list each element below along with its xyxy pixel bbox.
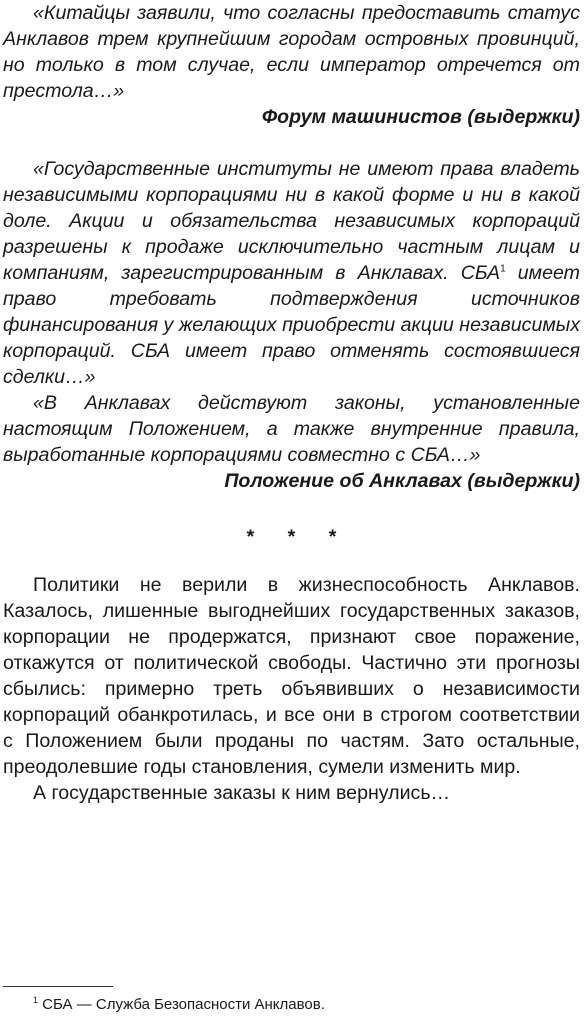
epigraph-2-paragraph-2: «В Анклавах действуют законы, установленные настоящим Положением, а также внутренние правила, выработанные корпорациями совместно с СБА…» — [3, 392, 580, 466]
epigraph-2-paragraph-1 — [3, 156, 580, 390]
spacer — [3, 130, 580, 156]
body-paragraph-2: А государственные заказы к ним вернулись… — [33, 782, 451, 804]
section-separator: * * * — [246, 526, 351, 548]
epigraph-2 — [3, 156, 580, 468]
epigraph-2-text-part-2: имеет право требовать подтверждения источников финансирования у желающих приобрести акции независимых корпораций. СБА имеет право отменять состоявшиеся сделки…» — [3, 262, 580, 388]
epigraph-1-attribution: Форум машинистов (выдержки) — [261, 106, 580, 128]
page-content — [3, 0, 580, 806]
footnote — [33, 996, 325, 1014]
epigraph-2-attribution: Положение об Анклавах (выдержки) — [224, 470, 580, 492]
footnote-divider — [3, 986, 113, 987]
body-text — [3, 572, 580, 806]
footnote-text: СБА — Служба Безопасности Анклавов. — [38, 996, 325, 1013]
body-paragraph-1: Политики не верили в жизнеспособность Анклавов. Казалось, лишенные выгоднейших государственных заказов, корпорации не продержатся, признают свое поражение, откажутся от политической свободы. Частично эти прогнозы сбылись: примерно треть объявивших о независимости корпораций обанкротилась, и все они в строгом соответствии с Положением были проданы по частям. Зато остальные, преодолевшие годы становления, сумели изменить мир. — [3, 574, 580, 778]
epigraph-1 — [3, 0, 580, 104]
footnote-reference: 1 — [500, 263, 506, 275]
epigraph-1-text: «Китайцы заявили, что согласны предоставить статус Анклавов трем крупнейшим городам островных провинций, но только в том случае, если император отречется от престола…» — [3, 2, 580, 102]
footnote-marker: 1 — [33, 995, 39, 1005]
epigraph-2-text-part-1: «Государственные институты не имеют права владеть независимыми корпорациями ни в какой форме и ни в какой доле. Акции и обязательства независимых корпораций разрешены к продаже исключительно частным лицам и компаниям, зарегистрированным в Анклавах. СБА — [3, 158, 580, 284]
